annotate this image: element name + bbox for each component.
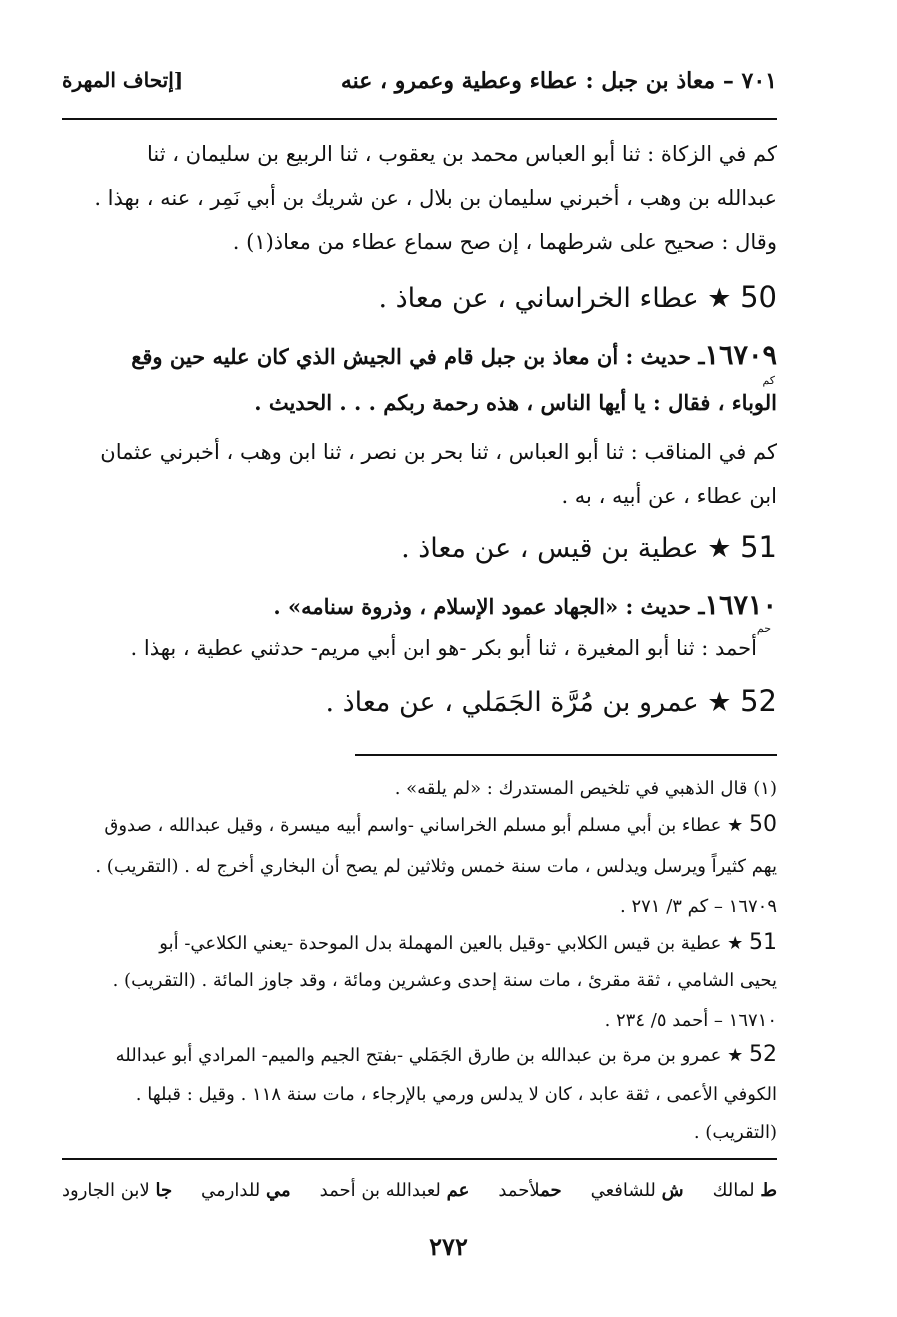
footnote-line: ١٦٧٠٩ – كم ٣/ ٢٧١ .: [620, 896, 777, 917]
key-item: [713, 1180, 777, 1201]
hadith-number: ١٦٧١٠: [704, 590, 777, 621]
star-icon: ★: [727, 1045, 744, 1066]
key-code: ش: [661, 1180, 684, 1201]
narrator-heading: [325, 684, 777, 718]
body-line: كم في الزكاة : ثنا أبو العباس محمد بن يعقوب ، ثنا الربيع بن سليمان ، ثنا: [146, 142, 777, 166]
star-icon: ★: [707, 533, 732, 564]
key-item: [320, 1180, 470, 1201]
body-line: كم في المناقب : ثنا أبو العباس ، ثنا بحر بن نصر ، ثنا ابن وهب ، أخبرني عثمان: [100, 440, 777, 464]
key-code: جا: [155, 1180, 173, 1201]
star-icon: ★: [727, 933, 744, 954]
narrator-name: عطية بن قيس ، عن معاذ .: [401, 533, 699, 564]
source-sigil: حم: [756, 622, 771, 635]
key-name: للدارمي: [201, 1180, 261, 1201]
hadith-line: الوباء ، فقال : يا أيها الناس ، هذه رحمة ربكم . . . الحديث .: [254, 390, 777, 415]
hadith-text: [273, 590, 777, 621]
hadith-text: [68, 340, 777, 371]
key-item: [62, 1180, 172, 1201]
star-icon: ★: [727, 815, 744, 836]
key-code: مي: [266, 1180, 291, 1201]
footnote-line: عطية بن قيس الكلابي -وقيل بالعين المهملة بدل الموحدة -يعني الكلاعي- أبو: [159, 933, 722, 954]
footnote-number: 50: [749, 812, 777, 837]
hadith-number: ١٦٧٠٩: [704, 340, 777, 371]
footnote-rule: [355, 754, 777, 756]
key-name: لعبدالله بن أحمد: [319, 1180, 441, 1201]
narrator-number: 52: [740, 684, 777, 718]
hadith-line: ـ حديث : «الجهاد عمود الإسلام ، وذروة سنامه» .: [273, 594, 705, 619]
abbreviation-key: [62, 1180, 777, 1201]
key-item: [591, 1180, 684, 1201]
key-name: للشافعي: [590, 1180, 656, 1201]
narrator-heading: [401, 530, 777, 564]
footnote: [68, 1042, 777, 1067]
book-title: [إتحاف المهرة: [62, 68, 184, 92]
footnote-number: 51: [749, 930, 777, 955]
star-icon: ★: [707, 687, 732, 718]
footnote-number: 52: [749, 1042, 777, 1067]
footnote-line: عمرو بن مرة بن عبدالله بن طارق الجَمَلي -بفتح الجيم والميم- المرادي أبو عبدالله: [115, 1045, 722, 1066]
footnote-line: (التقريب) .: [693, 1122, 777, 1143]
body-line: أحمد : ثنا أبو المغيرة ، ثنا أبو بكر -هو ابن أبي مريم- حدثني عطية ، بهذا .: [130, 636, 757, 660]
star-icon: ★: [707, 283, 732, 314]
footnote: (١) قال الذهبي في تلخيص المستدرك : «لم يلقه» .: [394, 778, 777, 799]
key-item: [201, 1180, 291, 1201]
narrator-number: 50: [740, 280, 777, 314]
narrator-number: 51: [740, 530, 777, 564]
footnote-line: يهم كثيراً ويرسل ويدلس ، مات سنة خمس وثلاثين لم يصح أن البخاري أخرج له . (التقريب) .: [95, 856, 777, 877]
key-code: ط: [760, 1180, 777, 1201]
hadith-line: ـ حديث : أن معاذ بن جبل قام في الجيش الذي كان عليه حين وقع: [131, 344, 705, 369]
footnote-line: يحيى الشامي ، ثقة مقرئ ، مات سنة إحدى وعشرين ومائة ، وقد جاوز المائة . (التقريب) .: [112, 970, 777, 991]
header-rule: [62, 118, 777, 120]
key-code: عم: [446, 1180, 470, 1201]
body-line: ابن عطاء ، عن أبيه ، به .: [561, 484, 777, 508]
footnote-line: ١٦٧١٠ – أحمد ٥/ ٢٣٤ .: [604, 1010, 777, 1031]
footnote: [68, 930, 777, 955]
narrator-name: عمرو بن مُرَّة الجَمَلي ، عن معاذ .: [325, 687, 699, 718]
footnote: [68, 812, 777, 837]
page-number: ٢٧٢: [429, 1232, 468, 1261]
body-line: وقال : صحيح على شرطهما ، إن صح سماع عطاء من معاذ(١) .: [232, 230, 777, 254]
key-code: حم: [540, 1180, 562, 1201]
footnote-line: عطاء بن أبي مسلم أبو مسلم الخراساني -واسم أبيه ميسرة ، وقيل عبدالله ، صدوق: [104, 815, 722, 836]
source-sigil: كم: [762, 374, 775, 387]
running-title: ٧٠١ – معاذ بن جبل : عطاء وعطية وعمرو ، عنه: [340, 68, 777, 94]
key-name: لأحمد: [498, 1180, 541, 1201]
key-item: [498, 1180, 561, 1201]
footnote-line: الكوفي الأعمى ، ثقة عابد ، كان لا يدلس ورمي بالإرجاء ، مات سنة ١١٨ . وقيل : قبلها .: [135, 1084, 777, 1105]
key-name: لمالك: [712, 1180, 755, 1201]
key-name: لابن الجارود: [62, 1180, 150, 1201]
narrator-name: عطاء الخراساني ، عن معاذ .: [378, 283, 699, 314]
narrator-heading: [378, 280, 777, 314]
body-line: عبدالله بن وهب ، أخبرني سليمان بن بلال ، عن شريك بن أبي نَمِر ، عنه ، بهذا .: [94, 186, 777, 210]
key-rule: [62, 1158, 777, 1160]
